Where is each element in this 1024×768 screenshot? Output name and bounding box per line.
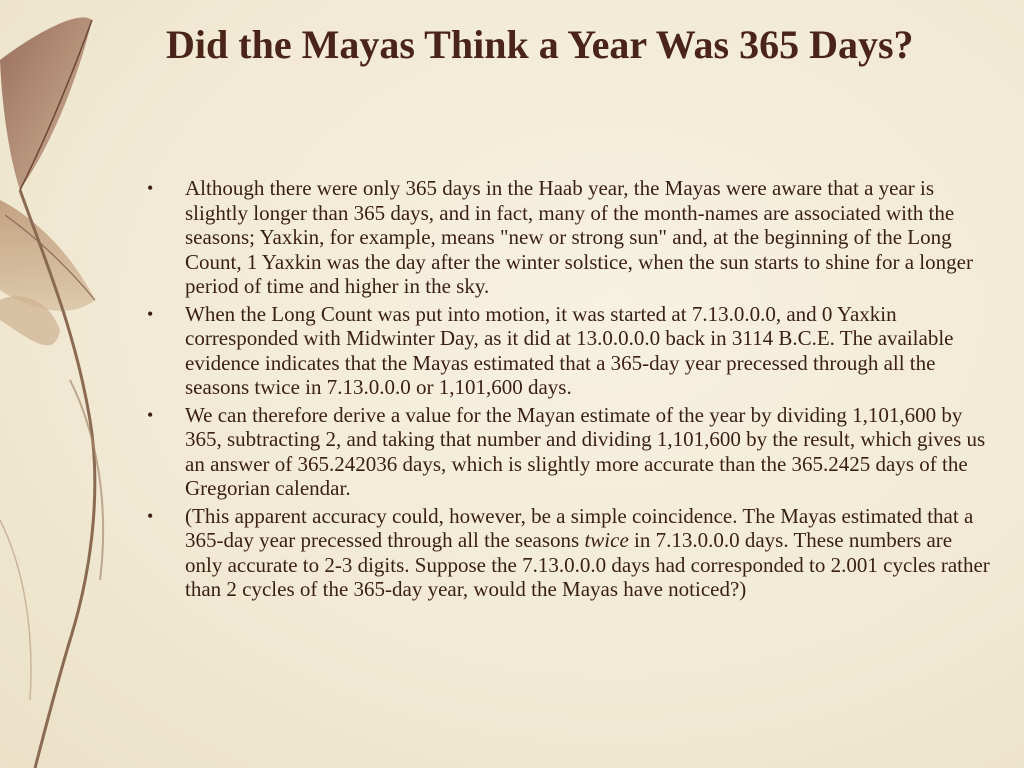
bullet-item — [147, 176, 993, 299]
bullet-list — [147, 176, 993, 605]
leaf-decoration — [0, 0, 130, 768]
bullet-text: We can therefore derive a value for the Mayan estimate of the year by dividing 1,101,600 by 365, subtracting 2, and taking that number and dividing 1,101,600 by the result, which gives us an answer of 365.242036 days, which is slightly more accurate than the 365.2425 days of the Gregorian calendar. — [185, 402, 986, 500]
leaf-top-shape — [0, 17, 92, 190]
bullet-marker: • — [147, 303, 154, 324]
slide-title: Did the Mayas Think a Year Was 365 Days? — [166, 22, 914, 67]
leaf-middle-shape — [0, 200, 95, 311]
bullet-marker: • — [147, 505, 154, 526]
bullet-item — [147, 302, 993, 400]
bullet-text-after: in 7.13.0.0.0 days. These numbers are only accurate to 2-3 digits. Suppose the 7.13.0.0.0 days had corresponded to 2.001 cycles rather than 2 cycles of the 365-day year, would the Mayas have noticed?) — [185, 528, 990, 601]
bullet-text: When the Long Count was put into motion, it was started at 7.13.0.0.0, and 0 Yaxkin corresponded with Midwinter Day, as it did at 13.0.0.0.0 back in 3114 B.C.E. The available evidence indicates that the Mayas estimated that a 365-day year precessed through all the seasons twice in 7.13.0.0.0 or 1,101,600 days. — [185, 301, 954, 399]
bullet-item — [147, 403, 993, 501]
bullet-marker: • — [147, 404, 154, 425]
bullet-text-before: (This apparent accuracy could, however, be a simple coincidence. The Mayas estimated that a 365-day year precessed through all the seasons — [185, 503, 974, 552]
bullet-text: Although there were only 365 days in the Haab year, the Mayas were aware that a year is slightly longer than 365 days, and in fact, many of the month-names are associated with the seasons; Yaxkin, for example, means "new or strong sun" and, at the beginning of the Long Count, 1 Yaxkin was the day after the winter solstice, when the sun starts to shine for a longer period of time and higher in the sky. — [185, 176, 973, 298]
bullet-item — [147, 504, 993, 602]
bullet-text-emphasis: twice — [584, 528, 629, 552]
bullet-marker: • — [147, 178, 154, 198]
